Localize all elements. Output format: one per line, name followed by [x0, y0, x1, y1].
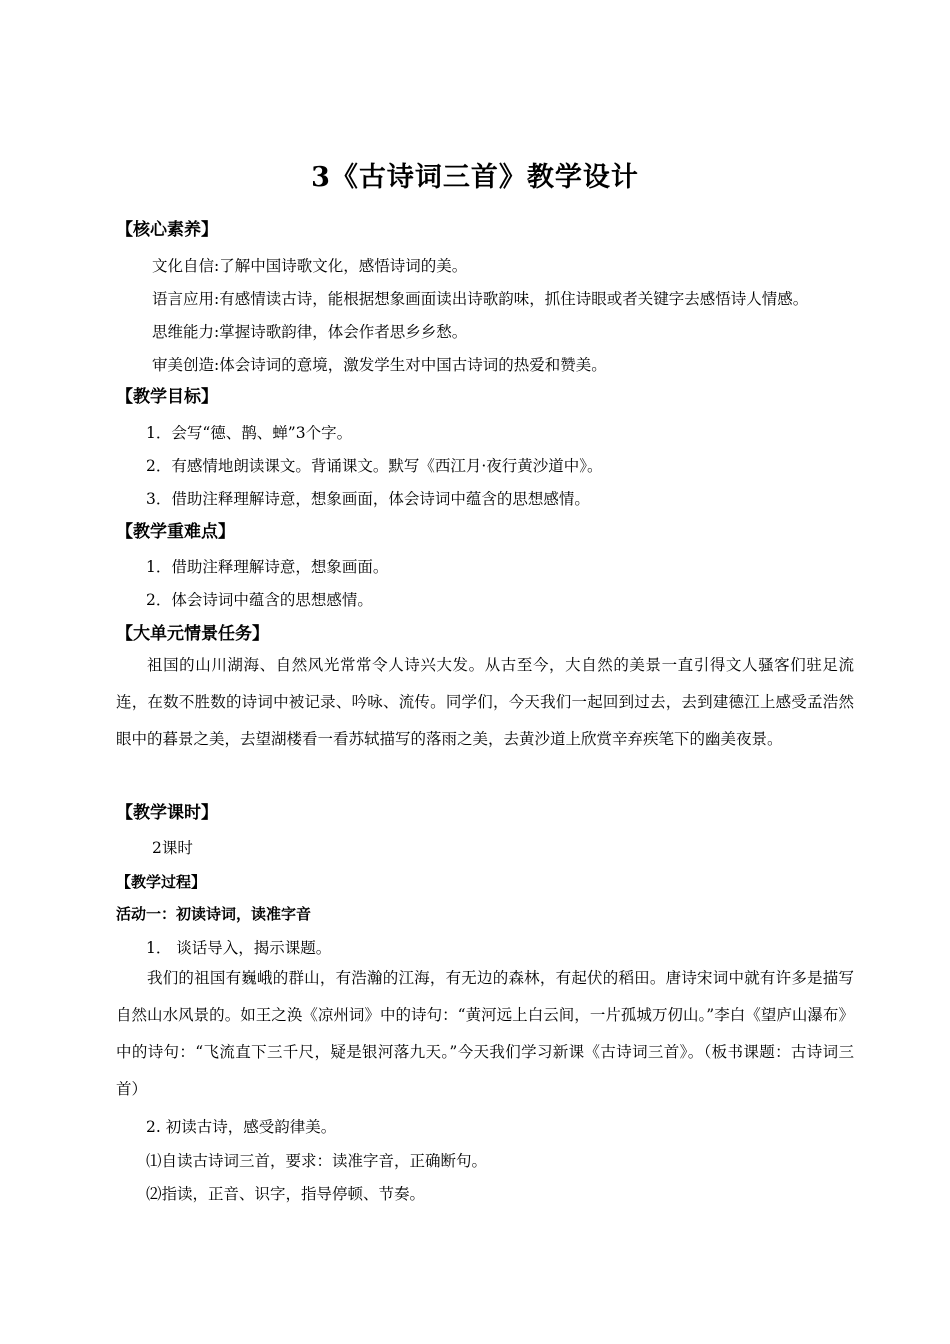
activity-title: 活动一：初读诗词，读准字音	[116, 905, 312, 923]
process-substep: ⑴自读古诗词三首，要求：读准字音，正确断句。	[146, 1152, 488, 1170]
page-title: 3《古诗词三首》教学设计	[311, 162, 639, 193]
key-point-item: 1．借助注释理解诗意，想象画面。	[146, 558, 389, 576]
core-literacy-item: 文化自信:了解中国诗歌文化，感悟诗词的美。	[152, 257, 468, 275]
heading-goals: 【教学目标】	[116, 387, 218, 407]
process-substep: ⑵指读，正音、识字，指导停顿、节奏。	[146, 1185, 426, 1203]
goal-item: 2．有感情地朗读课文。背诵课文。默写《西江月·夜行黄沙道中》。	[146, 457, 603, 475]
heading-hours: 【教学课时】	[116, 803, 218, 823]
core-literacy-item: 语言应用:有感情读古诗，能根据想象画面读出诗歌韵味，抓住诗眼或者关键字去感悟诗人情感。	[152, 290, 809, 308]
core-literacy-item: 审美创造:体会诗词的意境，激发学生对中国古诗词的热爱和赞美。	[152, 356, 607, 374]
process-step: 2. 初读古诗，感受韵律美。	[146, 1118, 337, 1136]
process-paragraph: 我们的祖国有巍峨的群山，有浩瀚的江海，有无边的森林，有起伏的稻田。唐诗宋词中就有许多是描写自然山水风景的。如王之涣《凉州词》中的诗句：“黄河远上白云间，一片孤城万仞山。”李白《望庐山瀑布》中的诗句：“飞流直下三千尺，疑是银河落九天。”今天我们学习新课《古诗词三首》。（板书课题：古诗词三首）	[116, 969, 854, 1098]
goal-item: 3．借助注释理解诗意，想象画面，体会诗词中蕴含的思想感情。	[146, 490, 590, 508]
process-step: 1． 谈话导入，揭示课题。	[146, 939, 332, 957]
heading-key-points: 【教学重难点】	[116, 522, 235, 542]
heading-process: 【教学过程】	[116, 873, 207, 891]
heading-unit-task: 【大单元情景任务】	[116, 624, 269, 644]
core-literacy-item: 思维能力:掌握诗歌韵律，体会作者思乡乡愁。	[152, 323, 468, 341]
goal-item: 1．会写“德、鹊、蝉”3个字。	[146, 424, 353, 442]
hours-value: 2课时	[152, 839, 193, 857]
key-point-item: 2．体会诗词中蕴含的思想感情。	[146, 591, 373, 609]
unit-task-paragraph: 祖国的山川湖海、自然风光常常令人诗兴大发。从古至今，大自然的美景一直引得文人骚客们驻足流连，在数不胜数的诗词中被记录、吟咏、流传。同学们，今天我们一起回到过去，去到建德江上感受孟浩然眼中的暮景之美，去望湖楼看一看苏轼描写的落雨之美，去黄沙道上欣赏辛弃疾笔下的幽美夜景。	[116, 656, 854, 748]
heading-core-literacy: 【核心素养】	[116, 220, 218, 240]
